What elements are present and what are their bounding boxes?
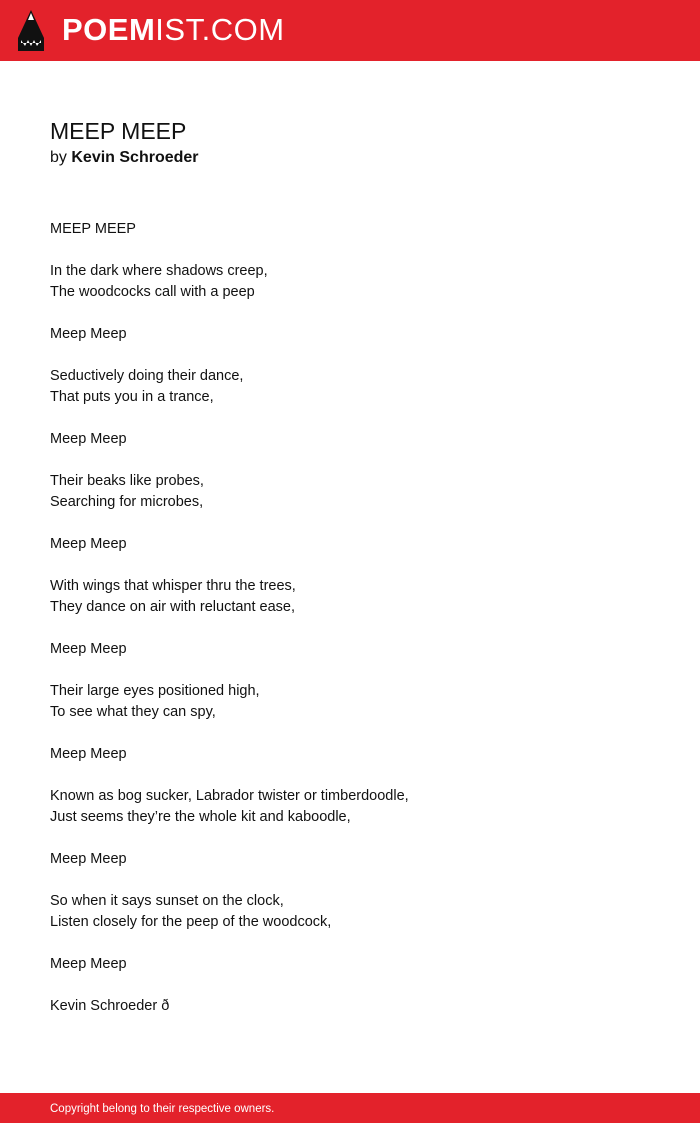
poem-line: They dance on air with reluctant ease,	[50, 599, 296, 615]
poem-line: Their beaks like probes,	[50, 473, 204, 489]
logo-light-text: IST.COM	[155, 12, 285, 47]
stanza	[50, 849, 670, 870]
poem-line: So when it says sunset on the clock,	[50, 893, 284, 909]
poem-line: Their large eyes positioned high,	[50, 683, 260, 699]
stanza	[50, 429, 670, 450]
author-name: Kevin Schroeder	[71, 149, 199, 166]
stanza	[50, 576, 670, 618]
stanza	[50, 681, 670, 723]
poem-line: Meep Meep	[50, 536, 127, 552]
poem-line: Meep Meep	[50, 326, 127, 342]
site-logo[interactable]	[62, 12, 285, 48]
poem-line: The woodcocks call with a peep	[50, 284, 255, 300]
poem-line: In the dark where shadows creep,	[50, 263, 268, 279]
stanza	[50, 954, 670, 975]
site-footer	[0, 1093, 700, 1123]
poem-line: Known as bog sucker, Labrador twister or timberdoodle,	[50, 788, 409, 804]
logo-bold-text: POEM	[62, 12, 156, 47]
site-header	[0, 0, 700, 61]
poem-line: Meep Meep	[50, 641, 127, 657]
poem-line: Searching for microbes,	[50, 494, 204, 510]
poem-body	[50, 219, 670, 1038]
by-label: by	[50, 149, 67, 166]
stanza	[50, 639, 670, 660]
stanza	[50, 534, 670, 555]
poem-line: Meep Meep	[50, 431, 127, 447]
page-title: MEEP MEEP	[50, 118, 187, 144]
copyright-text: Copyright belong to their respective owners.	[50, 1103, 275, 1115]
stanza	[50, 744, 670, 765]
poem-line: Just seems they’re the whole kit and kaboodle,	[50, 809, 351, 825]
poem-line: Meep Meep	[50, 851, 127, 867]
stanza	[50, 996, 670, 1017]
poem-line: Meep Meep	[50, 956, 127, 972]
stanza	[50, 891, 670, 933]
poem-line: MEEP MEEP	[50, 221, 136, 237]
poem-line: Seductively doing their dance,	[50, 368, 244, 384]
byline	[50, 147, 650, 169]
stanza	[50, 219, 670, 240]
poem-line: That puts you in a trance,	[50, 389, 214, 405]
poem-line: To see what they can spy,	[50, 704, 216, 720]
stanza	[50, 786, 670, 828]
stanza	[50, 324, 670, 345]
poem-line: Kevin Schroeder ð	[50, 998, 170, 1014]
poem-line: Listen closely for the peep of the woodcock,	[50, 914, 332, 930]
stanza	[50, 261, 670, 303]
pencil-icon[interactable]	[18, 10, 44, 51]
poem-header	[50, 116, 650, 169]
stanza	[50, 366, 670, 408]
poem-line: With wings that whisper thru the trees,	[50, 578, 296, 594]
stanza	[50, 471, 670, 513]
poem-line: Meep Meep	[50, 746, 127, 762]
